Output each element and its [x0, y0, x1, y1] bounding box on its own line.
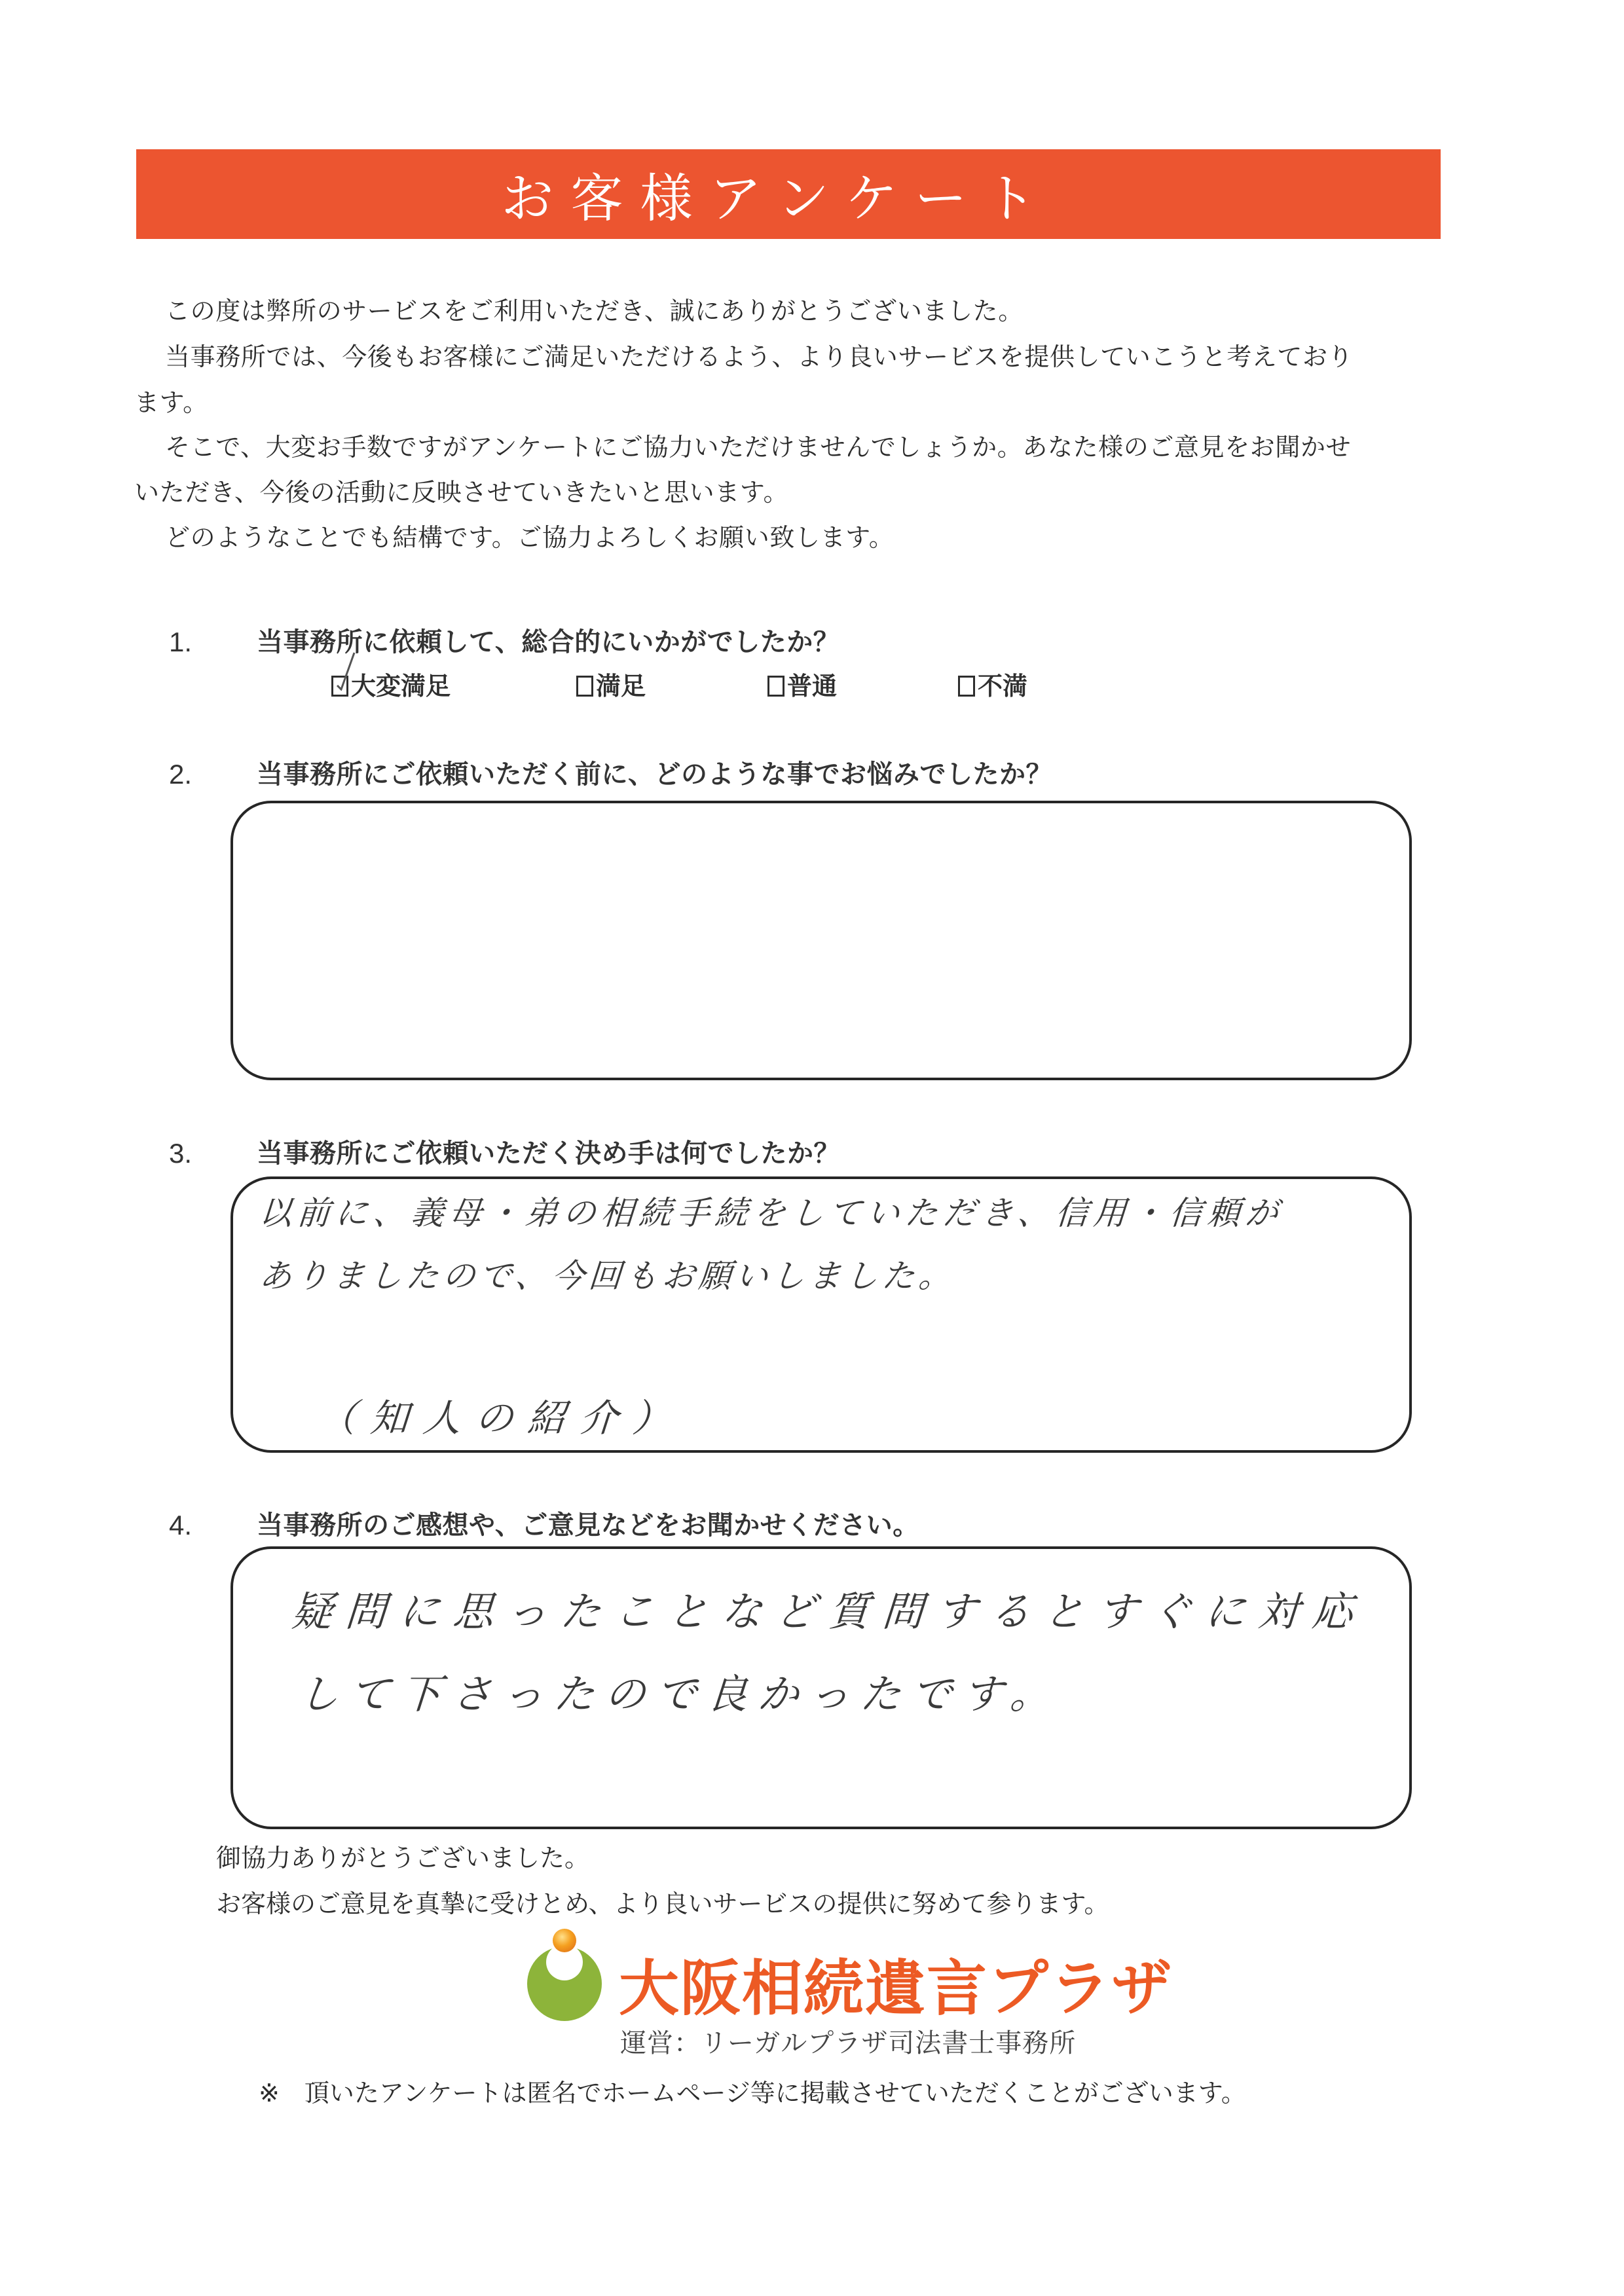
- closing-line: 御協力ありがとうございました。: [216, 1844, 590, 1872]
- option-label: 不満: [978, 672, 1028, 701]
- option-label: 普通: [787, 672, 838, 701]
- intro-line: いただき、今後の活動に反映させていきたいと思います。: [134, 478, 789, 507]
- handwritten-answer-line: 疑問に思ったことなど質問するとすぐに対応: [290, 1588, 1368, 1635]
- answer-box-2[interactable]: [231, 801, 1412, 1080]
- intro-line: 当事務所では、今後もお客様にご満足いただけるよう、より良いサービスを提供していこうと考えており: [165, 342, 1354, 371]
- checkbox-checked[interactable]: [331, 676, 348, 697]
- header-band: [136, 149, 1441, 239]
- option-label: 大変満足: [351, 672, 451, 701]
- question-text: 当事務所にご依頼いただく前に、どのような事でお悩みでしたか？: [257, 759, 1052, 790]
- company-operator: 運営：リーガルプラザ司法書士事務所: [620, 2028, 1077, 2058]
- handwritten-answer-line: 以前に、義母・弟の相続手続をしていただき、信用・信頼が: [257, 1194, 1285, 1232]
- intro-line: そこで、大変お手数ですがアンケートにご協力いただけませんでしょうか。あなた様のご意見をお聞かせ: [165, 433, 1352, 462]
- logo-mark-icon: [524, 1926, 606, 2024]
- handwritten-answer-line: （知人の紹介）: [316, 1396, 687, 1440]
- question-number: 2.: [169, 759, 193, 790]
- checkbox[interactable]: [958, 676, 975, 697]
- option-very-satisfied[interactable]: [331, 671, 451, 701]
- answer-box-3[interactable]: [231, 1176, 1412, 1453]
- handwritten-answer-line: して下さったので良かったです。: [297, 1670, 1063, 1718]
- closing-line: お客様のご意見を真摯に受けとめ、より良いサービスの提供に努めて参ります。: [216, 1889, 1109, 1918]
- intro-line: どのようなことでも結構です。ご協力よろしくお願い致します。: [165, 523, 895, 552]
- option-average[interactable]: [767, 671, 837, 701]
- question-number: 3.: [169, 1138, 193, 1169]
- handwritten-answer-line: ありましたので、今回もお願いしました。: [257, 1257, 957, 1295]
- checkbox[interactable]: [576, 676, 593, 697]
- option-satisfied[interactable]: [576, 671, 646, 701]
- question-text: 当事務所に依頼して、総合的にいかがでしたか？: [257, 627, 840, 657]
- footnote: ※ 頂いたアンケートは匿名でホームページ等に掲載させていただくことがございます。: [259, 2079, 1246, 2107]
- intro-line: この度は弊所のサービスをご利用いただき、誠にありがとうございました。: [165, 297, 1024, 325]
- option-label: 満足: [596, 672, 646, 701]
- page-title: お客様アンケート: [501, 168, 1054, 229]
- question-text: 当事務所のご感想や、ご意見などをお聞かせください。: [257, 1510, 919, 1540]
- check-mark-icon: [335, 651, 361, 691]
- option-dissatisfied[interactable]: [958, 671, 1027, 701]
- question-number: 1.: [169, 627, 193, 657]
- checkbox[interactable]: [767, 676, 784, 697]
- answer-box-4[interactable]: [231, 1546, 1412, 1829]
- question-number: 4.: [169, 1510, 193, 1540]
- question-text: 当事務所にご依頼いただく決め手は何でしたか？: [257, 1139, 840, 1169]
- intro-line: ます。: [134, 388, 208, 417]
- company-name: 大阪相続遺言プラザ: [619, 1954, 1173, 2024]
